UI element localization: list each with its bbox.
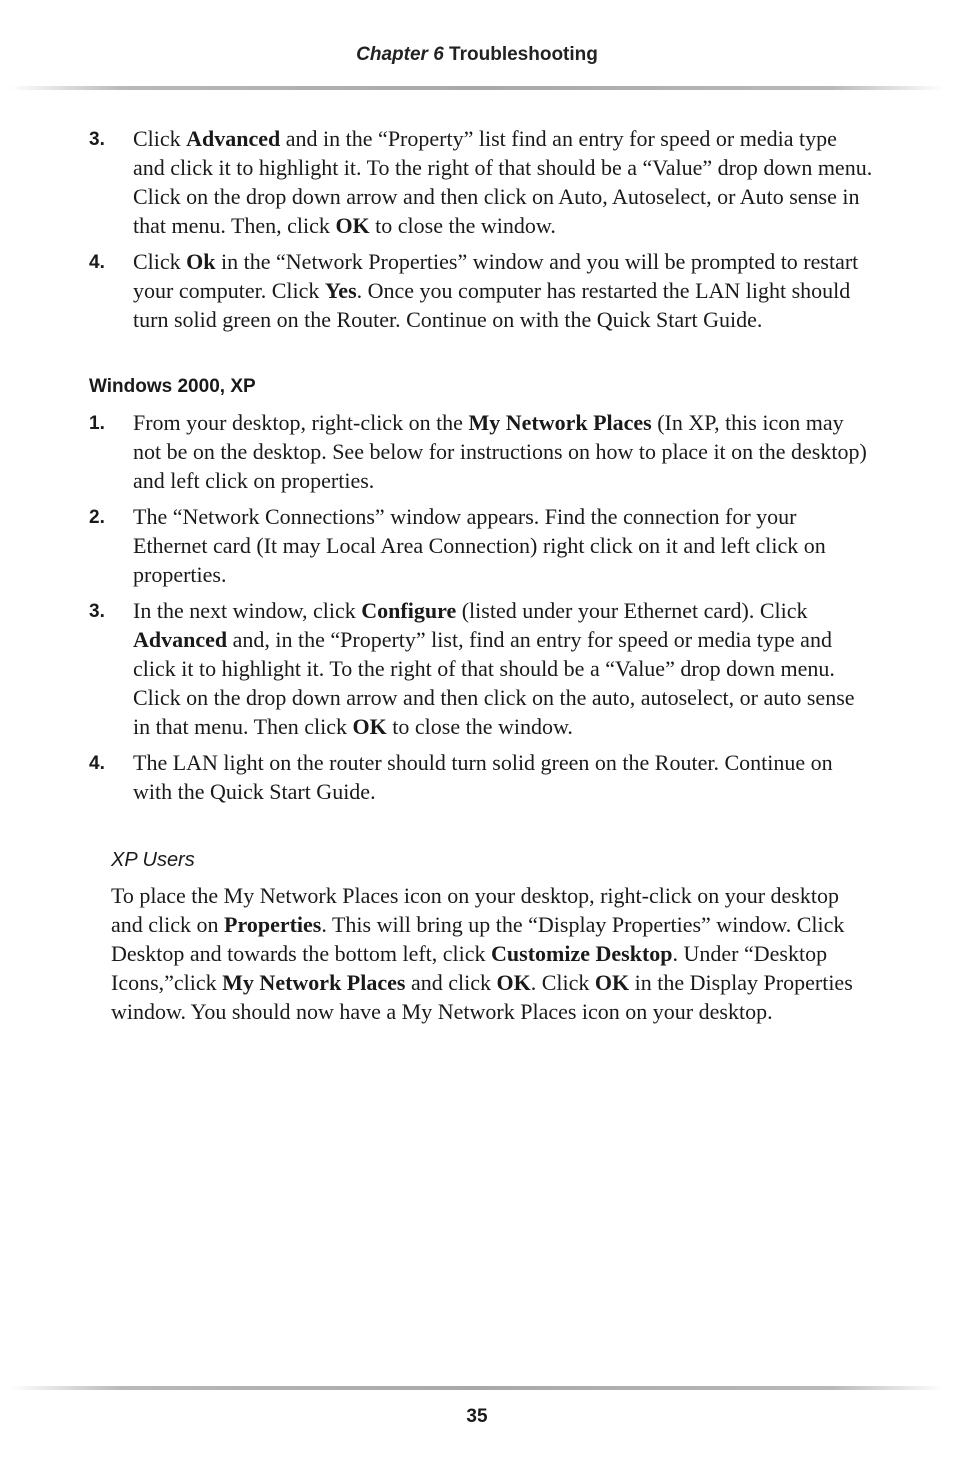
bold-term: OK [335, 213, 370, 238]
bold-term: Configure [361, 598, 457, 623]
page-content [0, 124, 954, 1026]
text-run: to close the window. [386, 714, 573, 739]
text-run: (In XP, this icon may not be on the desktop. See below for instructions on how to place it on the desktop) and left click on properties. [133, 410, 867, 493]
bold-term: My Network Places [222, 970, 406, 995]
step-number: 4. [89, 753, 105, 774]
bold-term: My Network Places [468, 410, 652, 435]
text-run: . This will bring up the “Display Properties” window. Click Desktop and towards the bottom left, click [111, 912, 845, 966]
chapter-label: Chapter 6 [356, 44, 444, 65]
bold-term: Advanced [133, 627, 228, 652]
step-number: 2. [89, 507, 105, 528]
step-text [133, 504, 826, 587]
text-run: Click [133, 249, 187, 274]
text-run: From your desktop, right-click on the [133, 410, 469, 435]
step-list-windows-2000-xp [0, 408, 954, 806]
text-run: in the “Network Properties” window and you will be prompted to restart your computer. Click [133, 249, 859, 303]
step-number: 1. [89, 413, 105, 434]
step-number: 4. [89, 252, 105, 273]
chapter-title: Troubleshooting [449, 44, 598, 65]
text-run: and, in the “Property” list, find an entry for speed or media type and click it to highlight it. To the right of that should be a “Value” drop down menu. Click on the drop down arrow and then click on the auto, autoselect, or auto sense in that menu. Then click [133, 627, 855, 739]
text-run: In the next window, click [133, 598, 362, 623]
text-run: . Under “Desktop Icons,”click [111, 941, 828, 995]
step-item [0, 247, 954, 334]
text-run: The “Network Connections” window appears. Find the connection for your Ethernet card (It may Local Area Connection) right click on it and left click on properties. [133, 504, 826, 587]
step-text [133, 750, 833, 804]
step-item [0, 748, 954, 806]
step-list-continued [0, 124, 954, 334]
step-text [133, 249, 858, 332]
bold-term: Customize Desktop [491, 941, 673, 966]
text-run: . Click [530, 970, 595, 995]
step-item [0, 502, 954, 589]
text-run: To place the My Network Places icon on your desktop, right-click on your desktop and click on [111, 883, 839, 937]
step-item [0, 124, 954, 240]
step-item [0, 408, 954, 495]
text-run: The LAN light on the router should turn solid green on the Router. Continue on with the Quick Start Guide. [133, 750, 833, 804]
step-text [133, 410, 867, 493]
bold-term: Advanced [186, 126, 281, 151]
step-number: 3. [89, 129, 105, 150]
text-run: and click [405, 970, 497, 995]
text-run: and in the “Property” list find an entry for speed or media type and click it to highlight it. To the right of that should be a “Value” drop down menu. Click on the drop down arrow and then click on Auto, Autoselect, or Auto sense in that menu. Then, click [133, 126, 873, 238]
xp-users-paragraph [111, 881, 864, 1026]
text-run: (listed under your Ethernet card). Click [456, 598, 808, 623]
text-run: to close the window. [369, 213, 556, 238]
text-run: in the Display Properties window. You should now have a My Network Places icon on your desktop. [111, 970, 853, 1024]
section-heading: Windows 2000, XP [89, 376, 256, 397]
step-text [133, 126, 872, 238]
step-item [0, 596, 954, 741]
header-rule [10, 86, 944, 90]
bold-term: Yes [324, 278, 357, 303]
page-number: 35 [466, 1406, 488, 1427]
bold-term: Properties [224, 912, 322, 937]
bold-term: Ok [186, 249, 216, 274]
text-run: Click [133, 126, 187, 151]
xp-users-heading: XP Users [111, 849, 195, 871]
step-text [133, 598, 855, 739]
running-header [0, 44, 954, 66]
step-number: 3. [89, 601, 105, 622]
bold-term: OK [352, 714, 387, 739]
bold-term: OK [496, 970, 531, 995]
footer-rule [10, 1386, 944, 1390]
text-run: . Once you computer has restarted the LAN light should turn solid green on the Router. Continue on with the Quick Start Guide. [133, 278, 851, 332]
bold-term: OK [594, 970, 630, 995]
